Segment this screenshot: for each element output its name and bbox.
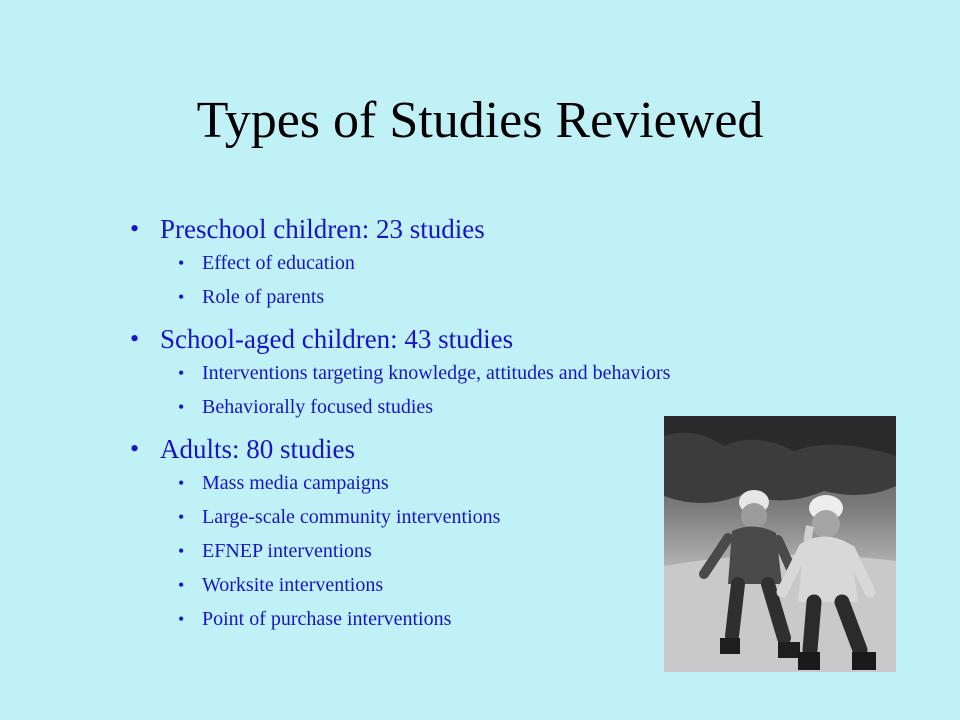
sub-bullet-label: Large-scale community interventions xyxy=(202,506,501,528)
sub-bullet-label: Point of purchase interventions xyxy=(202,608,452,630)
bullet-preschool xyxy=(130,212,890,246)
bullet-dot-icon: • xyxy=(130,214,140,243)
sub-bullet xyxy=(130,246,890,280)
bullet-dot-icon: • xyxy=(178,473,185,493)
bullet-dot-icon: • xyxy=(178,507,185,527)
sub-bullet-label: Role of parents xyxy=(202,286,325,308)
sub-bullet-label: Behaviorally focused studies xyxy=(202,396,434,418)
bullet-dot-icon: • xyxy=(178,287,185,307)
photo-rollerblading-icon xyxy=(664,416,896,672)
bullet-dot-icon: • xyxy=(178,253,185,273)
bullet-dot-icon: • xyxy=(178,397,185,417)
sub-bullet xyxy=(130,280,890,314)
bullet-dot-icon: • xyxy=(178,363,185,383)
bullet-dot-icon: • xyxy=(130,324,140,353)
bullet-dot-icon: • xyxy=(130,434,140,463)
bullet-label: Adults: 80 studies xyxy=(160,434,356,464)
bullet-dot-icon: • xyxy=(178,541,185,561)
sub-bullet-label: Mass media campaigns xyxy=(202,472,389,494)
bullet-dot-icon: • xyxy=(178,609,185,629)
bullet-label: Preschool children: 23 studies xyxy=(160,214,485,244)
sub-bullet-label: Interventions targeting knowledge, attitudes and behaviors xyxy=(202,362,671,384)
sub-bullet-label: Effect of education xyxy=(202,252,355,274)
sub-bullet-label: Worksite interventions xyxy=(202,574,384,596)
slide-title: Types of Studies Reviewed xyxy=(196,92,764,149)
bullet-label: School-aged children: 43 studies xyxy=(160,324,514,354)
bullet-dot-icon: • xyxy=(178,575,185,595)
sub-bullet-label: EFNEP interventions xyxy=(202,540,372,562)
sub-bullet xyxy=(130,356,890,390)
photo-rollerblading-children xyxy=(664,416,896,672)
bullet-school-aged xyxy=(130,322,890,356)
